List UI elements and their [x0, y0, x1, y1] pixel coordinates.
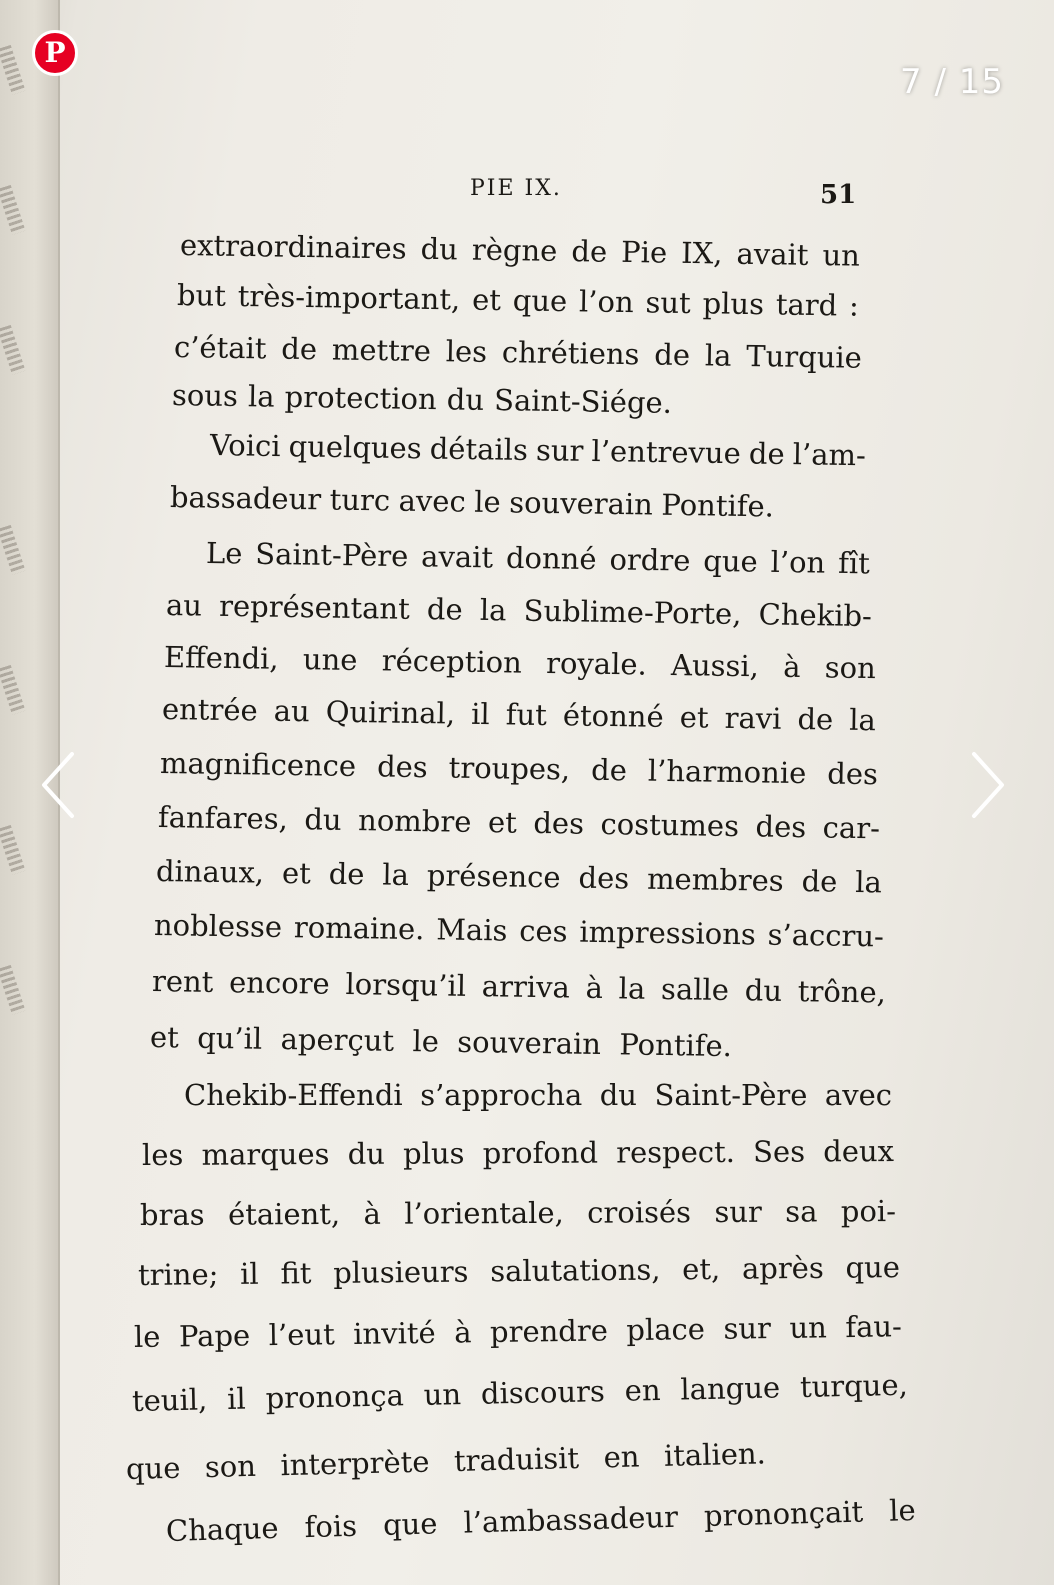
text-line: Effendi, une réception royale. Aussi, à son [163, 640, 877, 686]
text-line: au représentant de la Sublime-Porte, Chekib- [165, 588, 873, 634]
text-line: sous la protection du Saint-Siége. [171, 378, 673, 420]
next-image-button[interactable] [968, 750, 1008, 820]
text-line: trine; il fit plusieurs salutations, et, après que [137, 1250, 901, 1292]
previous-image-button[interactable] [38, 750, 78, 820]
text-line: bassadeur turc avec le souverain Pontife. [169, 480, 775, 524]
text-line: Le Saint-Père avait donné ordre que l’on fît [205, 536, 871, 581]
text-line: magnificence des troupes, de l’harmonie des [159, 746, 879, 792]
book-page [60, 0, 1054, 1585]
text-line: fanfares, du nombre et des costumes des car- [157, 800, 881, 846]
text-line: extraordinaires du règne de Pie IX, avait un [179, 228, 861, 273]
text-line: rent encore lorsqu’il arriva à la salle du trône, [151, 964, 887, 1010]
text-line: les marques du plus profond respect. Ses deux [141, 1134, 895, 1172]
text-line: but très-important, et que l’on sut plus tard : [176, 278, 860, 323]
image-counter: 7 / 15 [900, 62, 1004, 102]
pinterest-icon: P [44, 36, 66, 69]
running-head: PIE IX. [470, 176, 562, 201]
text-line: bras étaient, à l’orientale, croisés sur sa poi- [139, 1194, 897, 1232]
text-line: noblesse romaine. Mais ces impressions s’accru- [153, 908, 885, 954]
text-line: c’était de mettre les chrétiens de la Turquie [173, 330, 863, 375]
text-line: Chaque fois que l’ambassadeur prononçait le [165, 1493, 917, 1548]
text-line: le Pape l’eut invité à prendre place sur un fau- [133, 1309, 903, 1354]
chevron-right-icon [968, 750, 1008, 820]
text-line: Voici quelques détails sur l’entrevue de l’am- [209, 428, 867, 473]
text-line: Chekib-Effendi s’approcha du Saint-Père avec [184, 1078, 892, 1112]
text-line: que son interprète traduisit en italien. [125, 1436, 767, 1486]
chevron-left-icon [38, 750, 78, 820]
text-line: entrée au Quirinal, il fut étonné et ravi de la [161, 692, 877, 738]
text-line: dinaux, et de la présence des membres de la [155, 854, 883, 900]
text-line: teuil, il prononça un discours en langue turque, [131, 1367, 909, 1418]
pinterest-save-button[interactable] [32, 30, 78, 76]
text-line: et qu’il aperçut le souverain Pontife. [149, 1020, 733, 1064]
page-number: 51 [820, 180, 857, 210]
